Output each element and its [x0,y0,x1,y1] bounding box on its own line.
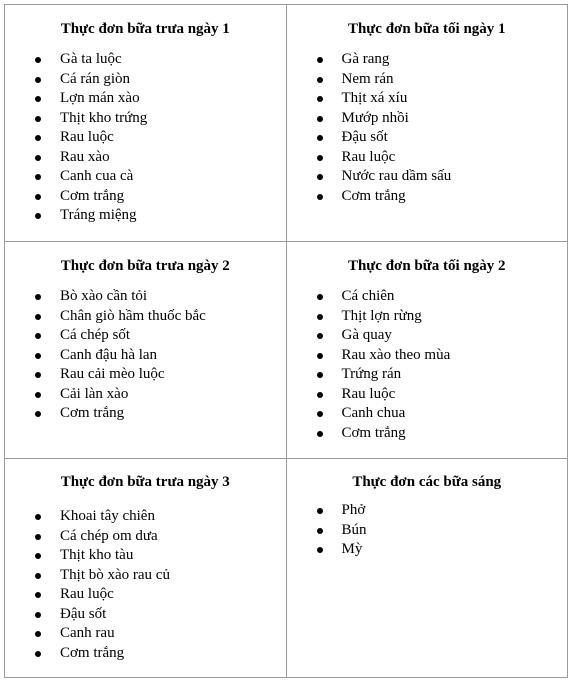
bullet-icon [317,353,323,359]
list-item-label: Gà rang [341,51,390,67]
bullet-icon [317,392,323,398]
list-item [5,346,286,366]
list-item [287,326,568,346]
list-item [5,527,286,547]
bullet-icon [317,57,323,63]
list-item-label: Cá chiên [341,288,395,304]
list-item [5,167,286,187]
bullet-icon [35,573,41,579]
menu-title: Thực đơn bữa trưa ngày 3 [60,474,230,490]
menu-title: Thực đơn bữa trưa ngày 1 [60,21,230,37]
list-item-label: Cá rán giòn [60,70,130,87]
list-item-label: Canh cua cà [60,168,134,184]
bullet-icon [35,314,41,320]
list-item-label: Canh chua [341,405,406,421]
list-item [5,404,286,424]
bullet-icon [317,547,323,553]
list-item [5,148,286,168]
list-item-label: Thịt bò xào rau củ [60,566,170,583]
list-item [287,167,568,187]
list-item-label: Bò xào cần tỏi [60,288,148,304]
bullet-icon [35,372,41,378]
list-item [5,128,286,148]
list-item-label: Gà quay [341,327,392,343]
bullet-icon [317,155,323,161]
list-item [287,346,568,366]
bullet-icon [35,174,41,180]
list-item [287,307,568,327]
bullet-icon [35,612,41,618]
bullet-icon [317,174,323,180]
list-item [5,287,286,307]
bullet-icon [35,553,41,559]
table-row [5,5,568,242]
bullet-icon [35,155,41,161]
list-item-label: Cải làn xào [60,385,129,402]
list-item [5,585,286,605]
list-item-label: Nước rau dầm sấu [341,168,452,184]
list-item-label: Thịt kho tàu [60,547,134,563]
menu-item-list [287,50,568,206]
menu-item-list [287,287,568,443]
list-item [5,546,286,566]
list-item [5,605,286,625]
list-item-label: Mướp nhồi [341,109,409,126]
menu-cell [5,242,287,459]
list-item-label: Tráng miệng [60,207,137,223]
bullet-icon [317,77,323,83]
bullet-icon [35,353,41,359]
bullet-icon [35,57,41,63]
table-row [5,242,568,459]
bullet-icon [317,528,323,534]
list-item [287,404,568,424]
bullet-icon [35,333,41,339]
bullet-icon [35,213,41,219]
list-item [5,89,286,109]
menu-cell [286,459,568,678]
list-item-label: Rau luộc [341,385,396,402]
list-item [287,89,568,109]
list-item [287,540,568,560]
list-item [5,644,286,664]
bullet-icon [35,294,41,300]
list-item [287,424,568,444]
list-item-label: Cơm trắng [341,424,406,441]
bullet-icon [317,508,323,514]
list-item-label: Canh đậu hà lan [60,346,158,363]
list-item-label: Phở [341,502,366,518]
list-item [5,507,286,527]
menu-table [4,4,568,678]
list-item-label: Trứng rán [341,366,402,382]
list-item-label: Canh rau [60,625,115,641]
bullet-icon [35,411,41,417]
bullet-icon [317,96,323,102]
bullet-icon [317,372,323,378]
bullet-icon [35,534,41,540]
bullet-icon [35,651,41,657]
list-item-label: Đậu sốt [341,129,388,145]
bullet-icon [317,411,323,417]
bullet-icon [35,77,41,83]
list-item [287,70,568,90]
menu-title: Thực đơn bữa tối ngày 1 [347,21,506,37]
list-item-label: Thịt xá xíu [341,90,408,106]
list-item-label: Gà ta luộc [60,51,122,67]
list-item-label: Bún [341,521,367,538]
list-item-label: Rau cải mèo luộc [60,366,165,382]
list-item-label: Cơm trắng [60,405,125,421]
list-item [287,50,568,70]
bullet-icon [317,333,323,339]
list-item [287,148,568,168]
list-item-label: Cá chép sốt [60,327,130,343]
list-item [287,287,568,307]
menu-title: Thực đơn bữa tối ngày 2 [347,258,506,274]
list-item [5,109,286,129]
bullet-icon [35,592,41,598]
list-item [5,385,286,405]
list-item-label: Cá chép om dưa [60,527,158,544]
menu-cell [5,5,287,242]
bullet-icon [317,116,323,122]
list-item-label: Thịt lợn rừng [341,307,422,324]
menu-title: Thực đơn các bữa sáng [352,474,502,490]
list-item [5,365,286,385]
list-item-label: Nem rán [341,70,394,87]
list-item-label: Rau luộc [60,586,114,602]
table-row [5,459,568,678]
bullet-icon [317,135,323,141]
list-item-label: Cơm trắng [60,644,125,661]
list-item-label: Khoai tây chiên [60,508,155,524]
list-item [5,326,286,346]
menu-title: Thực đơn bữa trưa ngày 2 [60,258,230,274]
list-item-label: Chân giò hầm thuốc bắc [60,307,206,324]
list-item-label: Cơm trắng [60,187,125,204]
bullet-icon [35,96,41,102]
bullet-icon [35,514,41,520]
list-item-label: Rau xào [60,148,110,165]
list-item [5,307,286,327]
bullet-icon [317,194,323,200]
list-item [5,50,286,70]
menu-cell [286,242,568,459]
list-item-label: Cơm trắng [341,187,406,204]
menu-cell [286,5,568,242]
list-item [5,187,286,207]
list-item [287,385,568,405]
list-item [5,624,286,644]
bullet-icon [317,431,323,437]
list-item [287,501,568,521]
bullet-icon [317,314,323,320]
list-item-label: Lợn mán xào [60,90,140,106]
list-item [5,566,286,586]
list-item-label: Rau luộc [60,129,114,145]
bullet-icon [35,631,41,637]
menu-item-list [5,287,286,424]
list-item-label: Thịt kho trứng [60,109,148,126]
list-item [287,109,568,129]
list-item-label: Mỳ [341,541,363,557]
list-item-label: Đậu sốt [60,605,107,622]
bullet-icon [317,294,323,300]
list-item [287,365,568,385]
list-item [287,128,568,148]
list-item [287,521,568,541]
bullet-icon [35,135,41,141]
menu-item-list [5,507,286,663]
menu-item-list [287,501,568,560]
menu-cell [5,459,287,678]
bullet-icon [35,116,41,122]
bullet-icon [35,194,41,200]
menu-item-list [5,50,286,226]
list-item-label: Rau luộc [341,148,396,165]
list-item [5,70,286,90]
list-item [287,187,568,207]
list-item-label: Rau xào theo mùa [341,346,451,363]
list-item [5,206,286,226]
bullet-icon [35,392,41,398]
